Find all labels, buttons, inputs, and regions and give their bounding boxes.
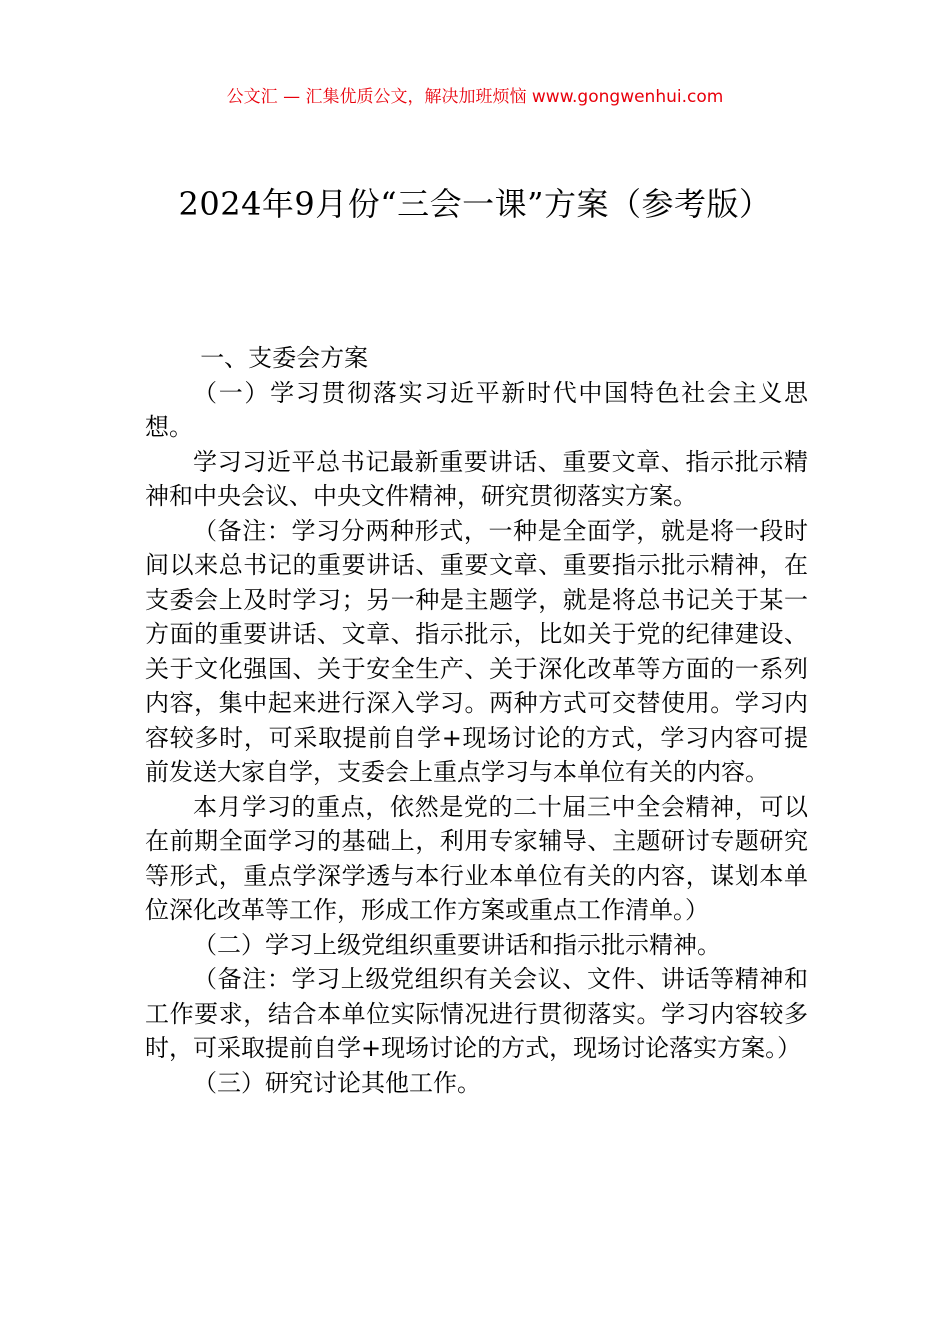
paragraph-note-superior-org: （备注：学习上级党组织有关会议、文件、讲话等精神和工作要求，结合本单位实际情况进行贯彻落实。学习内容较多时，可采取提前自学+现场讨论的方式，现场讨论落实方案。） xyxy=(145,965,808,1062)
subsection-heading-2: （二）学习上级党组织重要讲话和指示批示精神。 xyxy=(193,930,721,959)
paragraph-study-speeches: 学习习近平总书记最新重要讲话、重要文章、指示批示精神和中央会议、中央文件精神，研究贯彻落实方案。 xyxy=(145,447,808,510)
subsection-heading-3: （三）研究讨论其他工作。 xyxy=(193,1068,481,1097)
paragraph-note-study-forms: （备注：学习分两种形式，一种是全面学，就是将一段时间以来总书记的重要讲话、重要文章、重要指示批示精神，在支委会上及时学习；另一种是主题学，就是将总书记关于某一方面的重要讲话、文章、指示批示，比如关于党的纪律建设、关于文化强国、关于安全生产、关于深化改革等方面的一系列内容，集中起来进行深入学习。两种方式可交替使用。学习内容较多时，可采取提前自学+现场讨论的方式，学习内容可提前发送大家自学，支委会上重点学习与本单位有关的内容。 xyxy=(145,516,808,786)
subsection-heading-1: （一）学习贯彻落实习近平新时代中国特色社会主义思想。 xyxy=(145,378,808,441)
site-header-banner: 公文汇 — 汇集优质公文，解决加班烦恼 www.gongwenhui.com xyxy=(226,87,724,107)
document-body xyxy=(145,341,808,1100)
document-title: 2024年9月份“三会一课”方案（参考版） xyxy=(178,185,772,223)
section-heading-branch-committee: 一、支委会方案 xyxy=(200,344,369,372)
paragraph-monthly-focus: 本月学习的重点，依然是党的二十届三中全会精神，可以在前期全面学习的基础上，利用专家辅导、主题研讨专题研究等形式，重点学深学透与本行业本单位有关的内容，谋划本单位深化改革等工作，形成工作方案或重点工作清单。） xyxy=(145,792,808,924)
